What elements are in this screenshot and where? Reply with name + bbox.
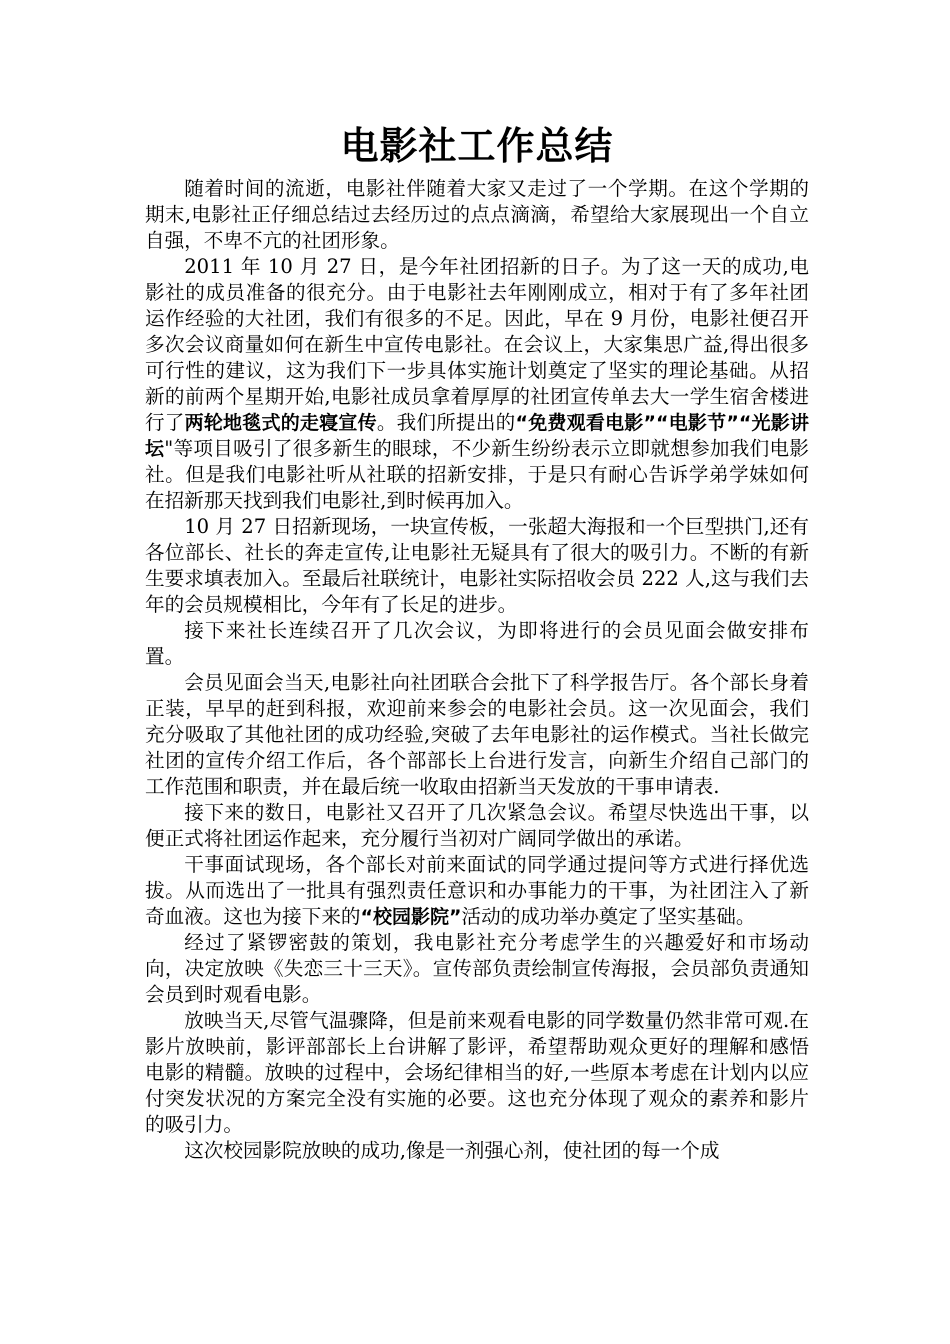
text-run: 随着时间的流逝，电影社伴随着大家又走过了一个学期。在这个学期的期末,电影社正仔细总结过去经历过的点点滴滴，希望给大家展现出一个自立自强，不卑不亢的社团形象。 <box>145 177 809 252</box>
text-run: "等项目吸引了很多新生的眼球，不少新生纷纷表示立即就想参加我们电影社。但是我们电影社听从社联的招新安排，于是只有耐心告诉学弟学妹如何在招新那天找到我们电影社,到时候再加入。 <box>145 437 809 512</box>
text-run: 这次校园影院放映的成功,像是一剂强心剂，使社团的每一个成 <box>184 1139 720 1162</box>
document-title: 电影社工作总结 <box>340 124 614 168</box>
paragraph-6 <box>145 800 809 852</box>
bold-text-run: “免费观看电影”“电影节”“光影讲坛 <box>145 412 809 460</box>
text-run: 会员见面会当天,电影社向社团联合会批下了科学报告厅。各个部长身着正装，早早的赶到科报，欢迎前来参会的电影社会员。这一次见面会，我们充分吸取了其他社团的成功经验,突破了去年电影社的运作模式。当社长做完社团的宣传介绍工作后，各个部部长上台进行发言，向新生介绍自己部门的工作范围和职责，并在最后统一收取由招新当天发放的干事申请表. <box>145 671 809 798</box>
text-run: 干事面试现场，各个部长对前来面试的同学通过提问等方式进行择优选拔。从而选出了一批具有强烈责任意识和办事能力的干事，为社团注入了新奇血液。这也为接下来的 <box>145 853 809 928</box>
paragraph-1 <box>145 176 809 254</box>
paragraph-4 <box>145 618 809 670</box>
text-run: 放映当天,尽管气温骤降，但是前来观看电影的同学数量仍然非常可观.在影片放映前，影评部部长上台讲解了影评，希望帮助观众更好的理解和感悟电影的精髓。放映的过程中，会场纪律相当的好,一些原本考虑在计划内以应付突发状况的方案完全没有实施的必要。这也充分体现了观众的素养和影片的吸引力。 <box>145 1009 809 1136</box>
paragraph-5 <box>145 670 809 800</box>
bold-text-run: 两轮地毯式的走寝宣传 <box>184 412 377 434</box>
text-run: 接下来社长连续召开了几次会议，为即将进行的会员见面会做安排布置。 <box>145 619 809 668</box>
text-run: 活动的成功举办奠定了坚实基础。 <box>461 905 756 928</box>
paragraph-9 <box>145 1008 809 1138</box>
paragraph-3 <box>145 514 809 618</box>
paragraph-10 <box>145 1138 809 1164</box>
text-run: 10 月 27 日招新现场，一块宣传板，一张超大海报和一个巨型拱门,还有各位部长、社长的奔走宣传,让电影社无疑具有了很大的吸引力。不断的有新生要求填表加入。至最后社联统计，电影社实际招收会员 222 人,这与我们去年的会员规模相比，今年有了长足的进步。 <box>145 515 809 616</box>
paragraph-7 <box>145 852 809 930</box>
text-run: 2011 年 10 月 27 日，是今年社团招新的日子。为了这一天的成功,电影社的成员准备的很充分。由于电影社去年刚刚成立，相对于有了多年社团运作经验的大社团，我们有很多的不足。因此，早在 9 月份，电影社便召开多次会议商量如何在新生中宣传电影社。在会议上，大家集思广益,得出很多可行性的建议，这为我们下一步具体实施计划奠定了坚实的理论基础。从招新的前两个星期开始,电影社成员拿着厚厚的社团宣传单去大一学生宿舍楼进行了 <box>145 255 809 434</box>
text-run: 。我们所提出的 <box>376 411 516 434</box>
paragraph-2 <box>145 254 809 514</box>
bold-text-run: “校园影院” <box>360 906 462 928</box>
document-page <box>145 120 809 1164</box>
text-run: 经过了紧锣密鼓的策划，我电影社充分考虑学生的兴趣爱好和市场动向，决定放映《失恋三十三天》。宣传部负责绘制宣传海报，会员部负责通知会员到时观看电影。 <box>145 931 809 1006</box>
paragraph-8 <box>145 930 809 1008</box>
text-run: 接下来的数日，电影社又召开了几次紧急会议。希望尽快选出干事，以便正式将社团运作起来，充分履行当初对广阔同学做出的承诺。 <box>145 801 809 850</box>
